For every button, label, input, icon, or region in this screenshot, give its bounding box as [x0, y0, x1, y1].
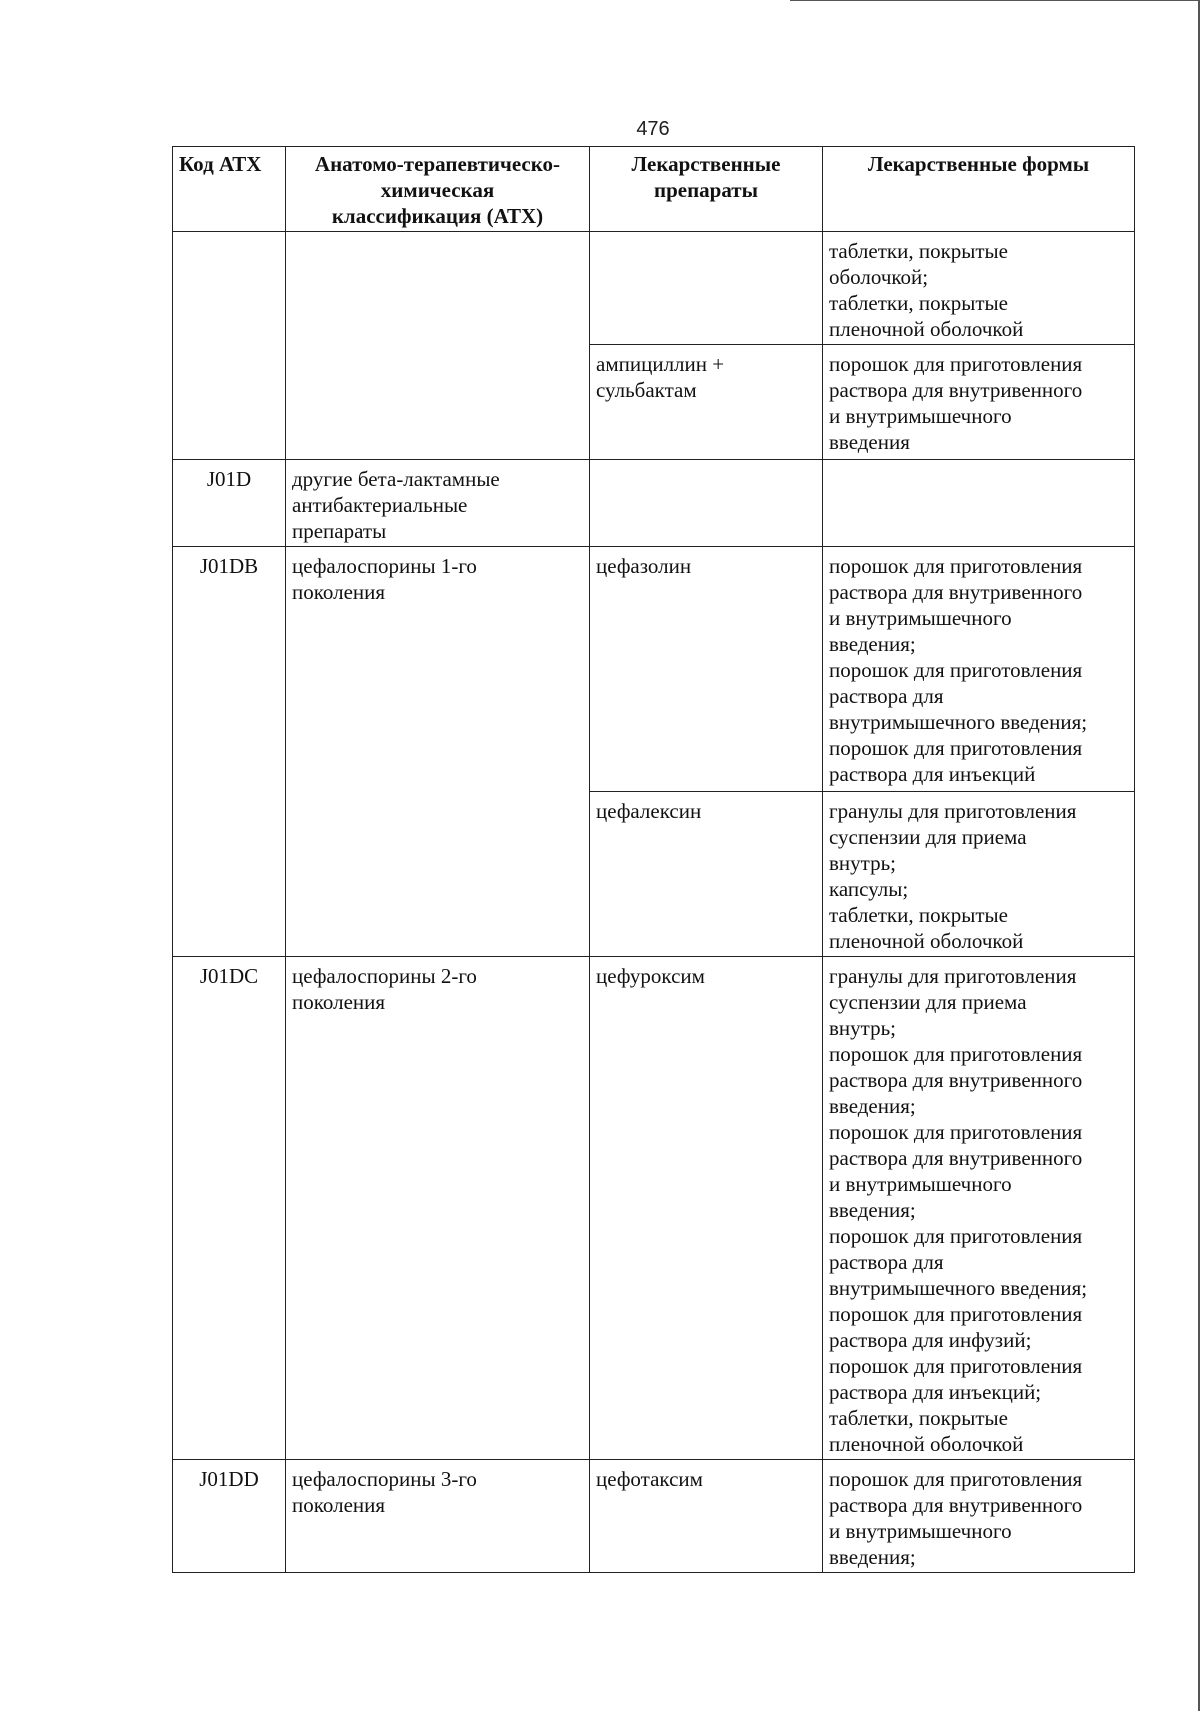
scan-edge-top: [790, 0, 1200, 1]
drug-cell: [590, 232, 823, 345]
table-row: [173, 547, 1135, 792]
forms-cell: порошок для приготовления раствора для внутривенного и внутримышечного введения: [823, 345, 1135, 460]
forms-cell: порошок для приготовления раствора для внутривенного и внутримышечного введения;: [823, 1460, 1135, 1573]
classification-cell: цефалоспорины 1-го поколения: [286, 547, 590, 957]
code-cell: J01D: [173, 460, 286, 547]
drug-cell: цефотаксим: [590, 1460, 823, 1573]
header-forms: Лекарственные формы: [823, 147, 1135, 232]
table-row: [173, 460, 1135, 547]
drug-cell: цефуроксим: [590, 957, 823, 1460]
drug-cell: цефалексин: [590, 792, 823, 957]
forms-cell: гранулы для приготовления суспензии для приема внутрь; капсулы; таблетки, покрытые пленочной оболочкой: [823, 792, 1135, 957]
classification-cell: другие бета-лактамные антибактериальные препараты: [286, 460, 590, 547]
drug-cell: цефазолин: [590, 547, 823, 792]
forms-cell: таблетки, покрытые оболочкой; таблетки, покрытые пленочной оболочкой: [823, 232, 1135, 345]
table-row: [173, 232, 1135, 345]
forms-cell: гранулы для приготовления суспензии для приема внутрь; порошок для приготовления раствора для внутривенного введения; порошок для приготовления раствора для внутривенного и внутримышечного введения; порошок для приготовления раствора для внутримышечного введения; порошок для приготовления раствора для инфузий; порошок для приготовления раствора для инъекций; таблетки, покрытые пленочной оболочкой: [823, 957, 1135, 1460]
header-classification: Анатомо-терапевтическо- химическая классификация (АТХ): [286, 147, 590, 232]
classification-cell: цефалоспорины 2-го поколения: [286, 957, 590, 1460]
code-cell: J01DB: [173, 547, 286, 957]
atc-drug-table: [172, 146, 1135, 1573]
code-cell: [173, 232, 286, 460]
drug-cell: ампициллин + сульбактам: [590, 345, 823, 460]
header-code: Код АТХ: [173, 147, 286, 232]
forms-cell: [823, 460, 1135, 547]
table-header-row: [173, 147, 1135, 232]
table-row: [173, 957, 1135, 1460]
classification-cell: [286, 232, 590, 460]
header-drugs: Лекарственные препараты: [590, 147, 823, 232]
classification-cell: цефалоспорины 3-го поколения: [286, 1460, 590, 1573]
table-row: [173, 1460, 1135, 1573]
forms-cell: порошок для приготовления раствора для внутривенного и внутримышечного введения; порошок для приготовления раствора для внутримышечного введения; порошок для приготовления раствора для инъекций: [823, 547, 1135, 792]
page-number: 476: [636, 118, 670, 140]
drug-cell: [590, 460, 823, 547]
code-cell: J01DD: [173, 1460, 286, 1573]
code-cell: J01DC: [173, 957, 286, 1460]
